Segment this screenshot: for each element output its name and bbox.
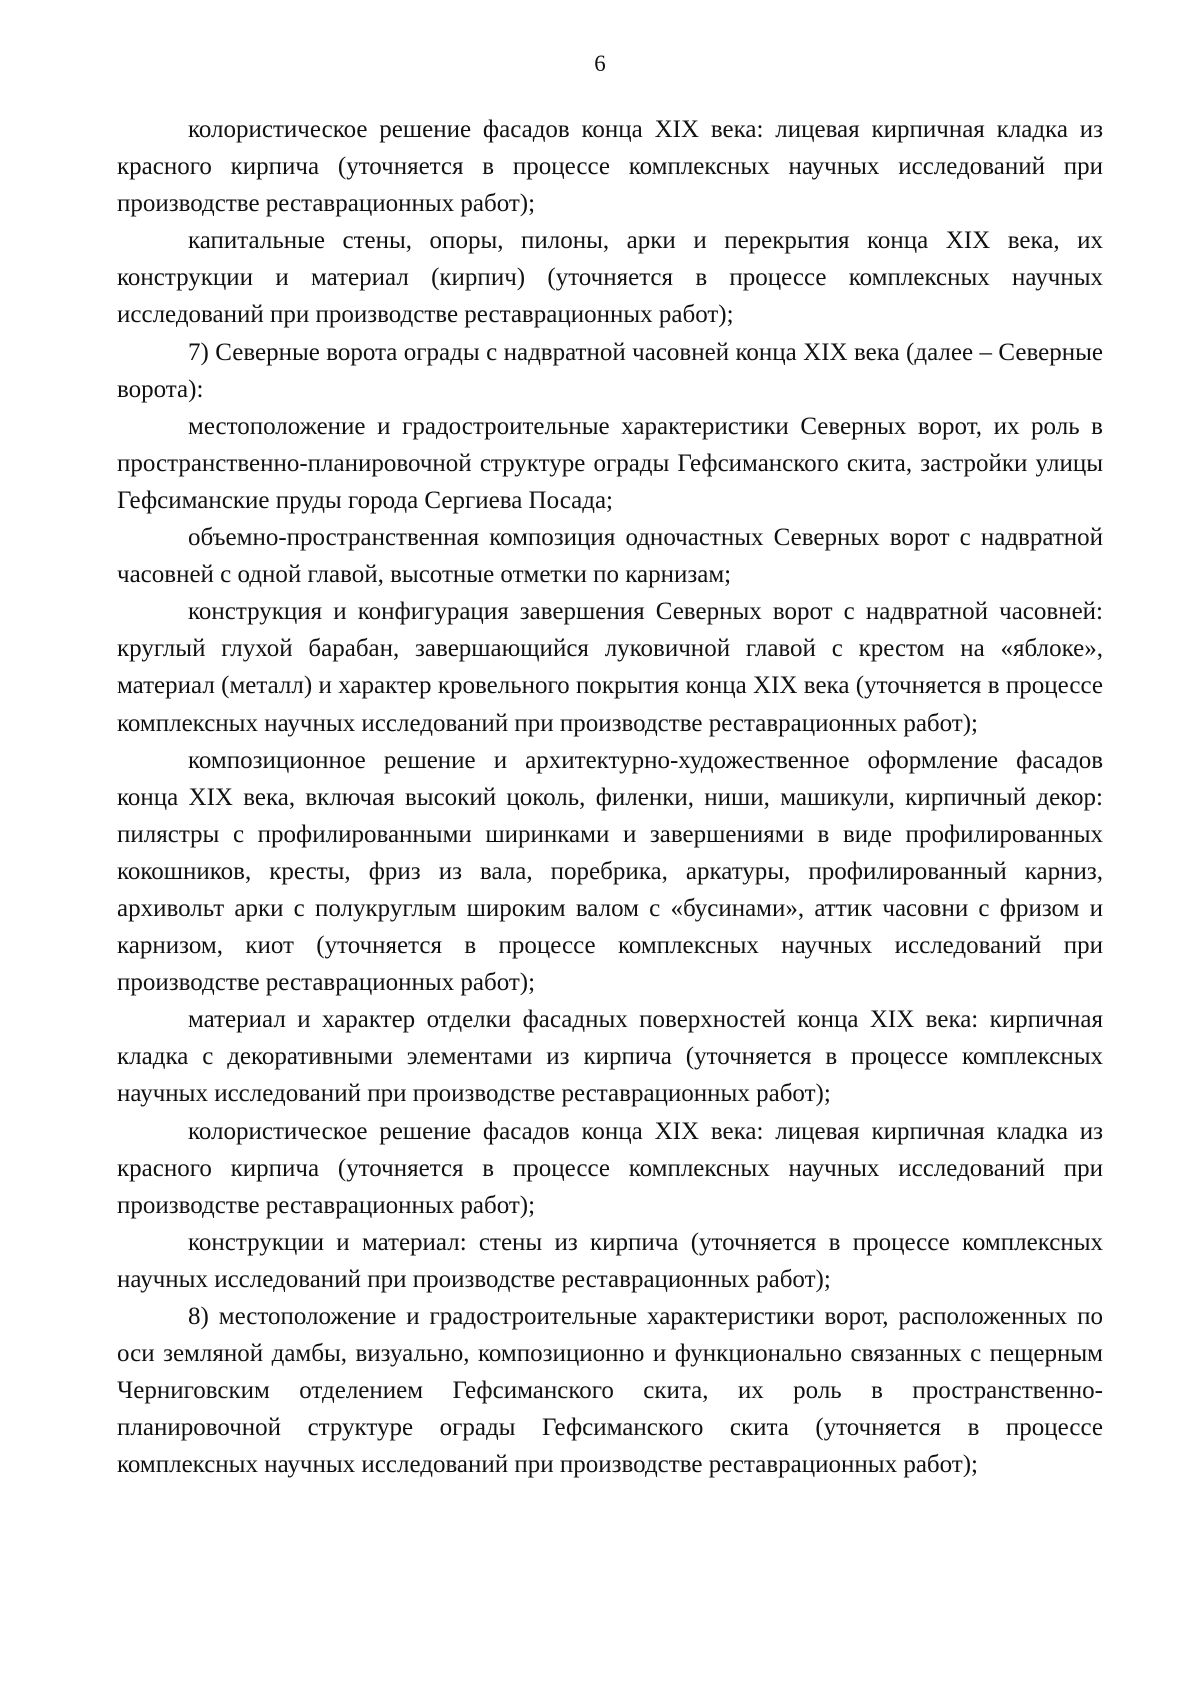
paragraph-facade-decoration: композиционное решение и архитектурно-художественное оформление фасадов конца XIX века, включая высокий цоколь, филенки, ниши, машикули, кирпичный декор: пилястры с профилированными ширинками и завершениями в виде профилированных кокошников, кресты, фриз из вала, поребрика, аркатуры, профилированный карниз, архивольт арки с полукруглым широким валом с «бусинами», аттик часовни с фризом и карнизом, киот (уточняется в процессе комплексных научных исследований при производстве реставрационных работ);: [117, 746, 1103, 997]
paragraph-completion-construction: конструкция и конфигурация завершения Северных ворот с надвратной часовней: круглый глухой барабан, завершающийся луковичной главой с крестом на «яблоке», материал (металл) и характер кровельного покрытия конца XIX века (уточняется в процессе комплексных научных исследований при производстве реставрационных работ);: [117, 598, 1103, 737]
document-body: [117, 111, 1103, 1483]
paragraph-coloristic-solution-1: колористическое решение фасадов конца XIX века: лицевая кирпичная кладка из красного кирпича (уточняется в процессе комплексных научных исследований при производстве реставрационных работ);: [117, 116, 1103, 218]
paragraph-item-8-gate-location: 8) местоположение и градостроительные характеристики ворот, расположенных по оси земляной дамбы, визуально, композиционно и функционально связанных с пещерным Черниговским отделением Гефсиманского скита, их роль в пространственно-планировочной структуре ограды Гефсиманского скита (уточняется в процессе комплексных научных исследований при производстве реставрационных работ);: [117, 1303, 1103, 1479]
paragraph-location-characteristics: местоположение и градостроительные характеристики Северных ворот, их роль в пространственно-планировочной структуре ограды Гефсиманского скита, застройки улицы Гефсиманские пруды города Сергиева Посада;: [117, 412, 1103, 514]
paragraph-capital-walls: капитальные стены, опоры, пилоны, арки и перекрытия конца XIX века, их конструкции и материал (кирпич) (уточняется в процессе комплексных научных исследований при производстве реставрационных работ);: [117, 227, 1103, 329]
paragraph-constructions-material: конструкции и материал: стены из кирпича (уточняется в процессе комплексных научных исследований при производстве реставрационных работ);: [117, 1228, 1103, 1293]
page-number: 6: [594, 51, 606, 76]
paragraph-volume-composition: объемно-пространственная композиция одночастных Северных ворот с надвратной часовней с одной главой, высотные отметки по карнизам;: [117, 524, 1103, 589]
paragraph-finishing-material: материал и характер отделки фасадных поверхностей конца XIX века: кирпичная кладка с декоративными элементами из кирпича (уточняется в процессе комплексных научных исследований при производстве реставрационных работ);: [117, 1006, 1103, 1108]
paragraph-coloristic-solution-2: колористическое решение фасадов конца XIX века: лицевая кирпичная кладка из красного кирпича (уточняется в процессе комплексных научных исследований при производстве реставрационных работ);: [117, 1117, 1103, 1219]
paragraph-item-7-north-gate: 7) Северные ворота ограды с надвратной часовней конца XIX века (далее – Северные ворота):: [117, 338, 1103, 403]
